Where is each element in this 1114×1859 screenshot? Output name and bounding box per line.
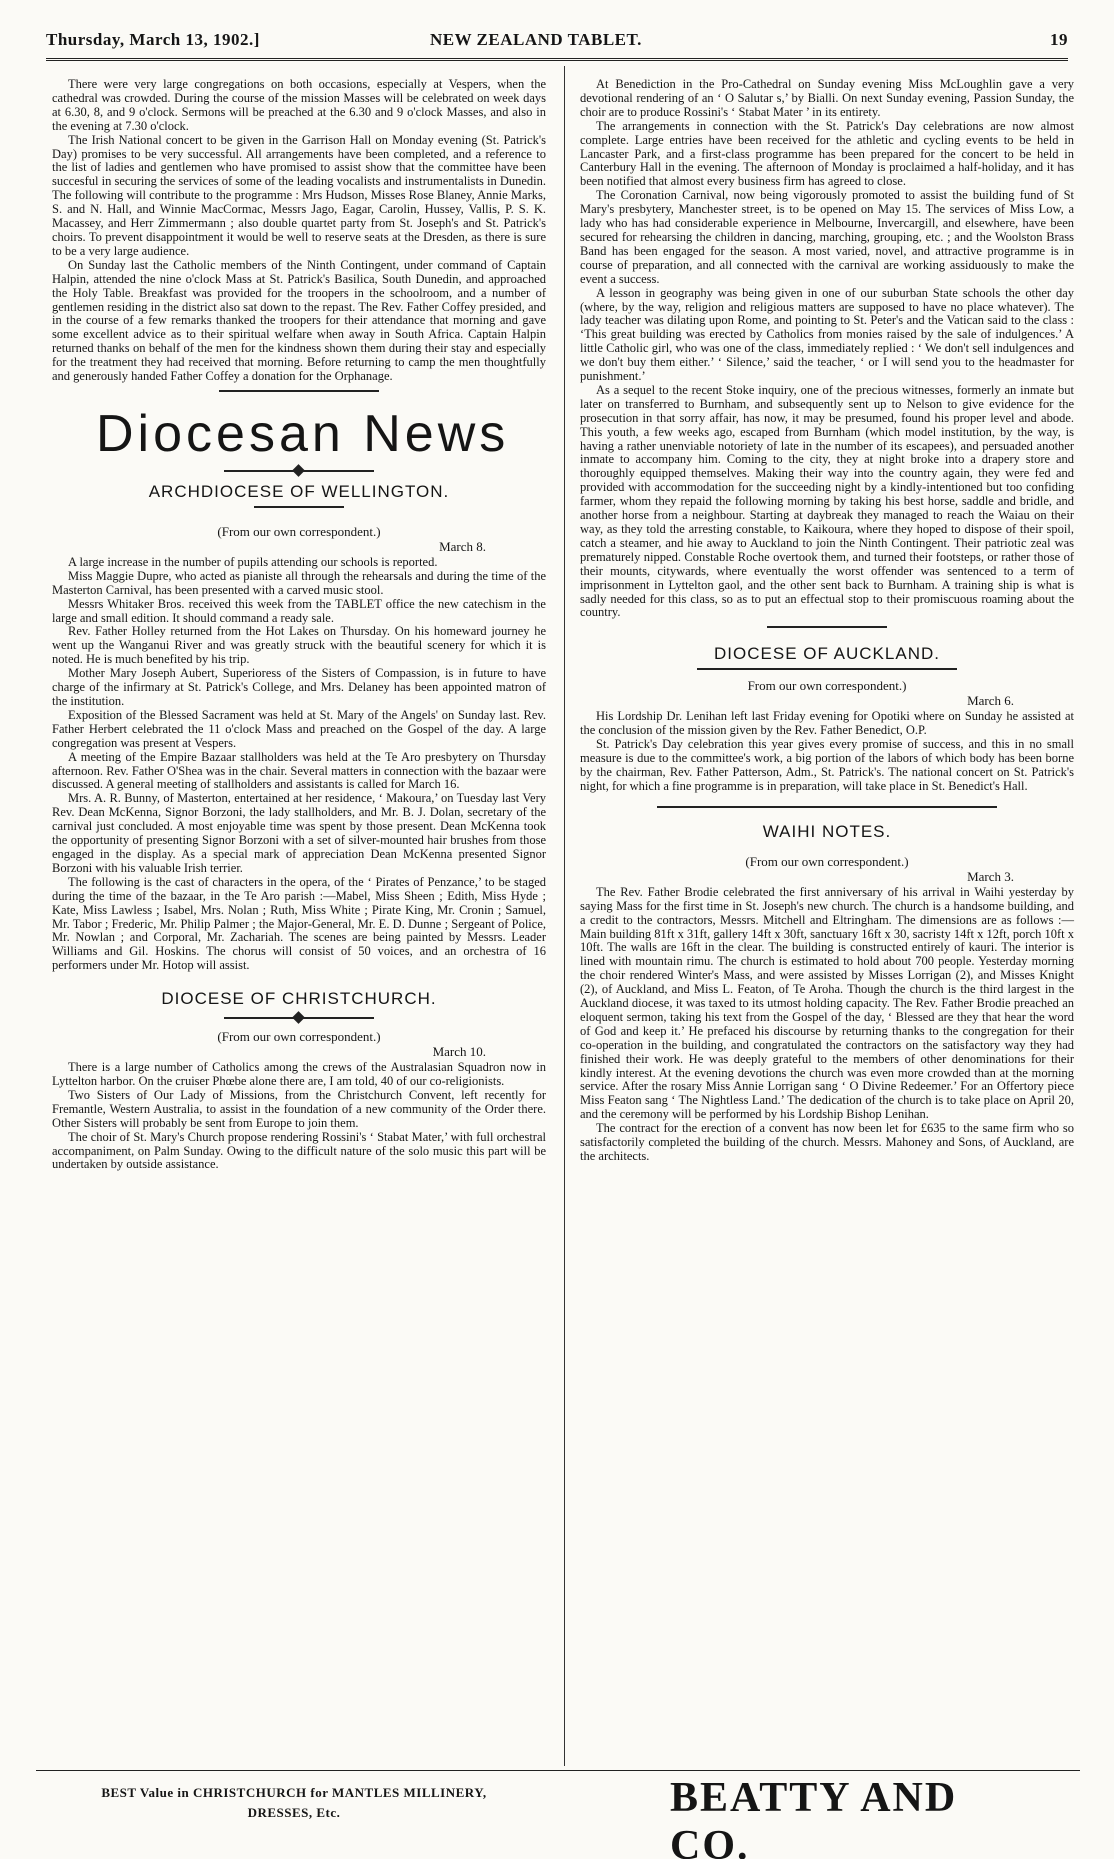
paragraph: At Benediction in the Pro-Cathedral on Sunday evening Miss McLoughlin gave a very devotional rendering of an ‘ O Salutar s,’ by Bialli. On next Sunday evening, Passion Sunday, the choir are to produce Rossini's ‘ Stabat Mater ’ in its entirety. — [580, 77, 1074, 119]
paragraph: Exposition of the Blessed Sacrament was held at St. Mary of the Angels' on Sunday last. Rev. Father Herbert celebrated the 11 o'clock Mass and preached on the Gospel of the day. A large congregation was present at Vespers. — [52, 707, 546, 750]
dateline: March 6. — [967, 693, 1014, 709]
paragraph: A large increase in the number of pupils attending our schools is reported. — [68, 554, 438, 569]
heading-underline — [254, 506, 344, 508]
header-title: NEW ZEALAND TABLET. — [430, 30, 642, 49]
waihi-heading: WAIHI NOTES. — [762, 821, 892, 841]
correspondent-line: (From our own correspondent.) — [217, 1029, 381, 1045]
footer-advert-text — [54, 1783, 534, 1823]
header-date: Thursday, March 13, 1902.] — [46, 30, 260, 49]
paragraph: On Sunday last the Catholic members of the Ninth Contingent, under command of Captain Halpin, attended the nine o'clock Mass at St. Patrick's Basilica, South Dunedin, and approached the Holy Table. Breakfast was provided for the troopers in the schoolroom, and a number of gentlemen residing in the district also sat down to the repast. The Rev. Father Coffey presided, and in the course of a few remarks thanked the troopers for their attendance that morning and gave some excellent advice as to their spiritual welfare when away in South Africa. Captain Halpin returned thanks on behalf of the men for the kindness shown them during their stay and especially for the treatment they had received that morning. Before returning to camp the men thoughtfully and generously handed Father Coffey a donation for the Orphanage. — [52, 257, 546, 384]
correspondent-line: (From our own correspondent.) — [745, 853, 909, 869]
section-divider — [767, 626, 887, 628]
dateline: March 8. — [439, 538, 486, 554]
christchurch-heading: DIOCESE OF CHRISTCHURCH. — [161, 989, 437, 1009]
dateline: March 3. — [967, 868, 1014, 884]
ornament-rule — [224, 1013, 374, 1023]
advert-line: DRESSES, Etc. — [247, 1805, 341, 1820]
paragraph: St. Patrick's Day celebration this year gives every promise of success, and this in no small measure is due to the committee's work, a big portion of the labors of which body has been borne by the chairman, Rev. Father Patterson, Adm., St. Patrick's. The national concert on St. Patrick's night, for which a fine programme is in preparation, will take place in St. Benedict's Hall. — [580, 737, 1074, 793]
section-divider — [219, 390, 379, 392]
paragraph: Rev. Father Holley returned from the Hot Lakes on Thursday. On his homeward journey he went up the Wanganui River and was greatly struck with the beautiful scenery for which it is noted. He is much benefited by his trip. — [52, 624, 546, 667]
ornament-rule — [224, 466, 374, 476]
paragraph: The arrangements in connection with the St. Patrick's Day celebrations are now almost complete. Large entries have been received for the athletic and cycling events to be held in Lancaster Park, and a first-class programme has been prepared for the concert to be held in Canterbury Hall in the evening. The afternoon of Monday is proclaimed a half-holiday, and it has been notified that almost every business firm has agreed to close. — [580, 118, 1074, 189]
paragraph: Mrs. A. R. Bunny, of Masterton, entertained at her residence, ‘ Makoura,’ on Tuesday last Very Rev. Dean McKenna, Signor Borzoni, the lady stallholders, and Mr. B. J. Dolan, secretary of the carnival just concluded. A most enjoyable time was spent by those present. Dean McKenna took the opportunity of presenting Signor Borzoni with a set of silver-mounted hair brushes from those engaged in the display. As a special mark of appreciation Dean McKenna presented Signor Borzoni with his valuable Irish terrier. — [52, 791, 546, 875]
left-column — [52, 78, 546, 1172]
paragraph: There is a large number of Catholics among the crews of the Australasian Squadron now in Lyttelton harbor. On the cruiser Phœbe alone there are, I am told, 40 of our co-religionists. — [52, 1060, 546, 1089]
paragraph: As a sequel to the recent Stoke inquiry, one of the precious witnesses, formerly an inmate but later on transferred to Burnham, and subsequently sent up to Nelson to give evidence for the prosecution in that sorry affair, has now, it may be presumed, found his proper level and abode. This youth, a few weeks ago, escaped from Burnham (which model institution, by the way, is having a rather unenviable notoriety of late in the number of its escapees), and persuaded another inmate to accompany him. Coming to the city, they at night broke into a drapery store and thoroughly equipped themselves. Making their way into the country again, they were fed and provided with accommodation for the succeeding night by a kindly-intentioned but too confiding farmer, whom they repaid the following morning by taking his best horse, saddle and bridle, and another horse from a neighbour. Starting at daybreak they managed to reach the Waiau on their way, as they told the arresting constable, to Kaikoura, where they hoped to dispose of their spoil, catch a steamer, and hie away to Auckland to join the Ninth Contingent. Their patriotic zeal was prematurely nipped. Constable Roche overtook them, and turned their footsteps, or rather those of their mounts, citywards, where eventually the worst offender was sentenced to a term of imprisonment in Lyttelton gaol, and the other sent back to Burnham. A training ship is what is sadly needed for this class, so as to put an effectual stop to their promiscuous roaming about the country. — [580, 382, 1074, 620]
paragraph: The choir of St. Mary's Church propose rendering Rossini's ‘ Stabat Mater,’ with full orchestral accompaniment, on Palm Sunday. Owing to the difficult nature of the solo music this part will be undertaken by outside assistance. — [52, 1129, 546, 1172]
paragraph: Miss Maggie Dupre, who acted as pianiste all through the rehearsals and during the time of the Masterton Carnival, has been presented with a carved music stool. — [52, 568, 546, 597]
paragraph: The contract for the erection of a convent has now been let for £635 to the same firm who so satisfactorily completed the building of the church. Messrs. Mahoney and Sons, of Auckland, are the architects. — [580, 1121, 1074, 1163]
page-header — [46, 30, 1068, 61]
dateline: March 10. — [432, 1044, 486, 1060]
auckland-heading: DIOCESE OF AUCKLAND. — [714, 644, 940, 664]
paragraph: The Coronation Carnival, now being vigorously promoted to assist the building fund of St Mary's presbytery, Manchester street, is to be opened on May 15. The services of Miss Low, a lady who has had considerable experience in Melbourne, Invercargill, and elsewhere, have been secured for rehearsing the children in dancing, marching, grouping, etc. ; and the Woolston Brass Band has been engaged for the season. A most varied, novel, and attractive programme is in course of preparation, and all connected with the carnival are working assiduously to make the event a success. — [580, 188, 1074, 286]
paragraph: The Rev. Father Brodie celebrated the first anniversary of his arrival in Waihi yesterday by saying Mass for the first time in St. Joseph's new church. The church is a handsome building, and a credit to the contractors, Messrs. Mitchell and Eltringham. The dimensions are as follows :—Main building 81ft x 31ft, gallery 14ft x 30ft, sanctuary 16ft x 30, sacristy 14ft x 12ft, porch 10ft x 10ft. The walls are 16ft in the clear. The building is constructed entirely of kauri. The interior is lined with mountain rimu. The church is estimated to hold about 700 people. Yesterday morning the choir rendered Winter's Mass, and were assisted by Misses Lorrigan (2), and Misses Knight (2), of Auckland, and Miss L. Featon, of Te Aroha. Though the church is the third largest in the Auckland diocese, it was taxed to its utmost holding capacity. The Rev. Father Brodie preached an eloquent sermon, taking his text from the Gospel of the day, ‘ Blessed are they that hear the word of God and keep it.’ He prefaced his discourse by returning thanks to the congregation for their co-operation in the building, and congratulated the contractors on the satisfactory way they had finished their work. He was deeply grateful to the members of other denominations for their kindly interest. At the evening devotions the church was even more crowded than at the morning service. After the rosary Miss Annie Lorrigan sang ‘ O Divine Redeemer.’ For an Offertory piece Miss Featon sang ‘ The Nightless Land.’ The dedication of the church is to take place on April 20, and the ceremony will be performed by his Lordship Bishop Lenihan. — [580, 884, 1075, 1122]
paragraph: Messrs Whitaker Bros. received this week from the TABLET office the new catechism in the large and small edition. It should command a ready sale. — [52, 596, 546, 625]
paragraph: His Lordship Dr. Lenihan left last Friday evening for Opotiki where on Sunday he assisted at the conclusion of the mission given by the Rev. Father Benedict, O.P. — [580, 709, 1074, 738]
advert-brand: BEATTY AND CO. — [670, 1775, 958, 1859]
paragraph: The Irish National concert to be given in the Garrison Hall on Monday evening (St. Patrick's Day) promises to be very successful. All arrangements have been completed, and a reference to the list of ladies and gentlemen who have promised to assist show that the committee have been succesful in securing the services of some of the leading vocalists and instrumentalists in Dunedin. The following will contribute to the programme : Mrs Hudson, Misses Rose Blaney, Annie Marks, S. and N. Hall, and Winnie MacCormac, Messrs Jago, Eagar, Carolin, Hussey, Vallis, P. S. K. Macassey, and Herr Zimmermann ; also double quartet party from St. Joseph's and St. Patrick's choirs. To prevent disappointment it would be well to reserve seats at the Dresden, as there is sure to be a very large audience. — [52, 132, 546, 258]
header-page-number: 19 — [1050, 30, 1068, 49]
paragraph: Two Sisters of Our Lady of Missions, from the Christchurch Convent, left recently for Fremantle, Western Australia, to assist in the foundation of a new community of the Order there. Other Sisters will probably be sent from Europe to join them. — [52, 1087, 546, 1130]
wellington-heading: ARCHDIOCESE OF WELLINGTON. — [148, 481, 450, 501]
advert-line: BEST Value in CHRISTCHURCH for MANTLES MILLINERY, — [101, 1785, 487, 1800]
paragraph: A lesson in geography was being given in one of our suburban State schools the other day (where, by the way, religion and religious matters are supposed to have no place whatever). The lady teacher was dilating upon Rome, and pointing to St. Peter's and the Vatican said to the class : ‘This great building was erected by Catholics from monies raised by the sale of indulgences.’ A little Catholic girl, who was one of the class, immediately replied : ‘ We don't sell indulgences and we don't buy them either.’ ‘ Silence,’ said the teacher, ‘ or I will send you to the headmaster for punishment.’ — [580, 285, 1074, 384]
diocesan-news-title: Diocesan News — [96, 404, 510, 463]
footer-rule — [36, 1770, 1080, 1771]
correspondent-line: (From our own correspondent.) — [217, 523, 381, 539]
paragraph: Mother Mary Joseph Aubert, Superioress of the Sisters of Compassion, is in future to have charge of the infirmary at St. Patrick's College, and Mrs. Delaney has been appointed matron of the institution. — [52, 666, 546, 708]
paragraph: The following is the cast of characters in the opera, of the ‘ Pirates of Penzance,’ to be staged during the time of the bazaar, in the Te Aro parish :—Mabel, Miss Sheen ; Edith, Miss Hyde ; Kate, Miss Lawless ; Isabel, Mrs. Nolan ; Ruth, Miss White ; Pirate King, Mr. Cronin ; Samuel, Mr. Tabor ; Frederic, Mr. Philip Palmer ; the Major-General, Mr. E. D. Dunne ; Sergeant of Police, Mr. Nowlan ; and Corporal, Mr. Zachariah. The scenes are being painted by Messrs. Leader Williams and Gil. Hoskins. The chorus will consist of 50 voices, and an orchestra of 16 performers under Mr. Hotop will assist. — [52, 874, 546, 973]
paragraph: There were very large congregations on both occasions, especially at Vespers, when the cathedral was crowded. During the course of the mission Masses will be celebrated on week days at 6.30, 8, and 9 o'clock. Sermons will be preached at the 6.30 and 9 o'clock Masses, and also in the evening at 7.30 o'clock. — [52, 77, 546, 133]
column-divider — [564, 66, 565, 1766]
paragraph: A meeting of the Empire Bazaar stallholders was held at the Te Aro presbytery on Thursday afternoon. Rev. Father O'Shea was in the chair. Several matters in connection with the bazaar were discussed. A general meeting of stallholders and assistants is called for March 16. — [52, 749, 546, 792]
section-divider — [657, 806, 997, 808]
right-column — [580, 78, 1074, 1164]
correspondent-line: From our own correspondent.) — [747, 678, 907, 694]
heading-underline — [697, 668, 957, 670]
